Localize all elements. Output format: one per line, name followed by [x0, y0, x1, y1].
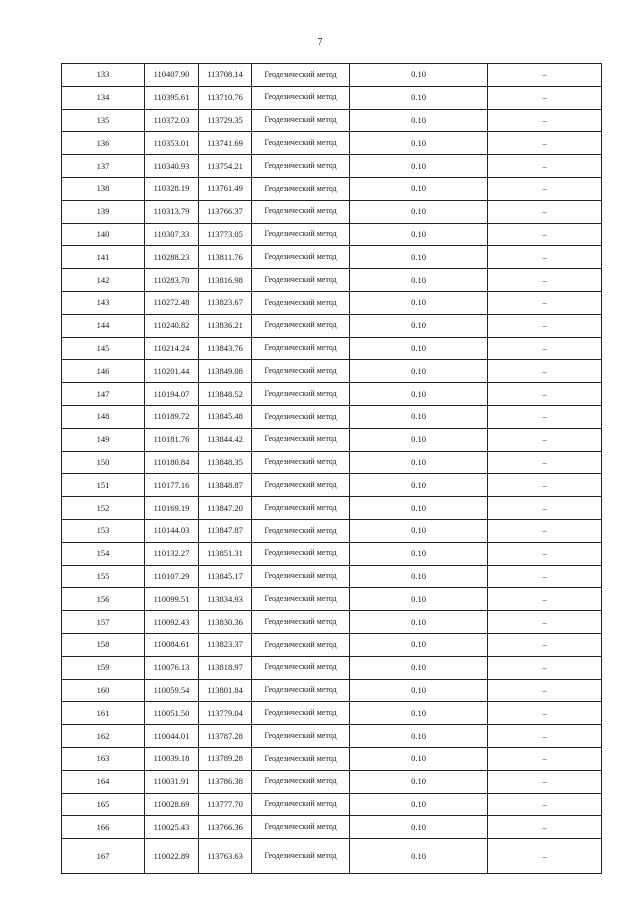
- table-row: [62, 702, 602, 725]
- method-cell: Геодезический метод: [252, 747, 350, 770]
- table-row: [62, 519, 602, 542]
- coord-y-cell: 113789.28: [199, 747, 252, 770]
- note-cell: –: [488, 565, 602, 588]
- method-cell: Геодезический метод: [252, 770, 350, 793]
- point-number-cell: 164: [62, 770, 145, 793]
- coord-y-cell: 113836.21: [199, 314, 252, 337]
- note-cell: –: [488, 132, 602, 155]
- accuracy-cell: 0.10: [350, 64, 488, 87]
- point-number-cell: 144: [62, 314, 145, 337]
- method-cell: Геодезический метод: [252, 656, 350, 679]
- accuracy-cell: 0.10: [350, 474, 488, 497]
- table-row: [62, 360, 602, 383]
- accuracy-cell: 0.10: [350, 405, 488, 428]
- note-cell: –: [488, 405, 602, 428]
- coord-x-cell: 110059.54: [145, 679, 199, 702]
- method-cell: Геодезический метод: [252, 64, 350, 87]
- accuracy-cell: 0.10: [350, 816, 488, 839]
- table-row: [62, 747, 602, 770]
- coord-y-cell: 113811.76: [199, 246, 252, 269]
- coord-y-cell: 113729.35: [199, 109, 252, 132]
- accuracy-cell: 0.10: [350, 656, 488, 679]
- table-row: [62, 269, 602, 292]
- table-row: [62, 611, 602, 634]
- accuracy-cell: 0.10: [350, 702, 488, 725]
- point-number-cell: 150: [62, 451, 145, 474]
- coord-y-cell: 113708.14: [199, 64, 252, 87]
- note-cell: –: [488, 246, 602, 269]
- method-cell: Геодезический метод: [252, 428, 350, 451]
- note-cell: –: [488, 611, 602, 634]
- coord-x-cell: 110353.01: [145, 132, 199, 155]
- coord-x-cell: 110328.19: [145, 177, 199, 200]
- point-number-cell: 165: [62, 793, 145, 816]
- table-row: [62, 497, 602, 520]
- accuracy-cell: 0.10: [350, 177, 488, 200]
- coord-x-cell: 110076.13: [145, 656, 199, 679]
- accuracy-cell: 0.10: [350, 451, 488, 474]
- point-number-cell: 139: [62, 200, 145, 223]
- coord-y-cell: 113845.48: [199, 405, 252, 428]
- point-number-cell: 145: [62, 337, 145, 360]
- point-number-cell: 136: [62, 132, 145, 155]
- accuracy-cell: 0.10: [350, 519, 488, 542]
- method-cell: Геодезический метод: [252, 177, 350, 200]
- coord-x-cell: 110022.89: [145, 839, 199, 874]
- table-row: [62, 816, 602, 839]
- table-row: [62, 155, 602, 178]
- accuracy-cell: 0.10: [350, 132, 488, 155]
- method-cell: Геодезический метод: [252, 132, 350, 155]
- table-row: [62, 428, 602, 451]
- note-cell: –: [488, 64, 602, 87]
- coord-x-cell: 110099.51: [145, 588, 199, 611]
- note-cell: –: [488, 155, 602, 178]
- point-number-cell: 149: [62, 428, 145, 451]
- table-row: [62, 200, 602, 223]
- coord-x-cell: 110340.93: [145, 155, 199, 178]
- method-cell: Геодезический метод: [252, 86, 350, 109]
- method-cell: Геодезический метод: [252, 497, 350, 520]
- coord-x-cell: 110372.03: [145, 109, 199, 132]
- table-row: [62, 64, 602, 87]
- point-number-cell: 146: [62, 360, 145, 383]
- accuracy-cell: 0.10: [350, 497, 488, 520]
- table-row: [62, 451, 602, 474]
- accuracy-cell: 0.10: [350, 428, 488, 451]
- accuracy-cell: 0.10: [350, 588, 488, 611]
- note-cell: –: [488, 588, 602, 611]
- table-row: [62, 793, 602, 816]
- note-cell: –: [488, 633, 602, 656]
- coord-y-cell: 113777.70: [199, 793, 252, 816]
- coord-y-cell: 113848.52: [199, 383, 252, 406]
- table-row: [62, 132, 602, 155]
- note-cell: –: [488, 451, 602, 474]
- coord-x-cell: 110307.33: [145, 223, 199, 246]
- method-cell: Геодезический метод: [252, 679, 350, 702]
- point-number-cell: 138: [62, 177, 145, 200]
- coord-x-cell: 110084.61: [145, 633, 199, 656]
- page-number: 7: [317, 37, 323, 48]
- coord-x-cell: 110039.18: [145, 747, 199, 770]
- table-row: [62, 223, 602, 246]
- point-number-cell: 135: [62, 109, 145, 132]
- coord-y-cell: 113851.31: [199, 542, 252, 565]
- method-cell: Геодезический метод: [252, 542, 350, 565]
- table-row: [62, 656, 602, 679]
- coord-x-cell: 110025.43: [145, 816, 199, 839]
- point-number-cell: 134: [62, 86, 145, 109]
- method-cell: Геодезический метод: [252, 816, 350, 839]
- coord-x-cell: 110240.82: [145, 314, 199, 337]
- coord-x-cell: 110051.50: [145, 702, 199, 725]
- coord-x-cell: 110194.07: [145, 383, 199, 406]
- point-number-cell: 156: [62, 588, 145, 611]
- table-row: [62, 679, 602, 702]
- note-cell: –: [488, 839, 602, 874]
- method-cell: Геодезический метод: [252, 519, 350, 542]
- note-cell: –: [488, 86, 602, 109]
- coord-x-cell: 110201.44: [145, 360, 199, 383]
- coord-y-cell: 113801.84: [199, 679, 252, 702]
- method-cell: Геодезический метод: [252, 588, 350, 611]
- accuracy-cell: 0.10: [350, 314, 488, 337]
- note-cell: –: [488, 383, 602, 406]
- accuracy-cell: 0.10: [350, 269, 488, 292]
- point-number-cell: 141: [62, 246, 145, 269]
- method-cell: Геодезический метод: [252, 269, 350, 292]
- point-number-cell: 148: [62, 405, 145, 428]
- coord-y-cell: 113818.97: [199, 656, 252, 679]
- coord-y-cell: 113766.37: [199, 200, 252, 223]
- accuracy-cell: 0.10: [350, 725, 488, 748]
- point-number-cell: 142: [62, 269, 145, 292]
- note-cell: –: [488, 816, 602, 839]
- note-cell: –: [488, 725, 602, 748]
- coord-y-cell: 113823.37: [199, 633, 252, 656]
- note-cell: –: [488, 679, 602, 702]
- point-number-cell: 137: [62, 155, 145, 178]
- coord-x-cell: 110181.76: [145, 428, 199, 451]
- coord-x-cell: 110180.84: [145, 451, 199, 474]
- note-cell: –: [488, 269, 602, 292]
- coord-y-cell: 113845.17: [199, 565, 252, 588]
- accuracy-cell: 0.10: [350, 337, 488, 360]
- coord-x-cell: 110044.01: [145, 725, 199, 748]
- note-cell: –: [488, 337, 602, 360]
- table-row: [62, 474, 602, 497]
- note-cell: –: [488, 474, 602, 497]
- coord-x-cell: 110144.03: [145, 519, 199, 542]
- point-number-cell: 161: [62, 702, 145, 725]
- method-cell: Геодезический метод: [252, 155, 350, 178]
- point-number-cell: 155: [62, 565, 145, 588]
- accuracy-cell: 0.10: [350, 611, 488, 634]
- table-row: [62, 839, 602, 874]
- coord-y-cell: 113761.49: [199, 177, 252, 200]
- accuracy-cell: 0.10: [350, 679, 488, 702]
- point-number-cell: 160: [62, 679, 145, 702]
- note-cell: –: [488, 656, 602, 679]
- table-row: [62, 337, 602, 360]
- method-cell: Геодезический метод: [252, 383, 350, 406]
- coord-y-cell: 113766.36: [199, 816, 252, 839]
- coord-y-cell: 113823.67: [199, 291, 252, 314]
- accuracy-cell: 0.10: [350, 360, 488, 383]
- coord-x-cell: 110092.43: [145, 611, 199, 634]
- coord-x-cell: 110288.23: [145, 246, 199, 269]
- table-row: [62, 246, 602, 269]
- method-cell: Геодезический метод: [252, 725, 350, 748]
- table-row: [62, 86, 602, 109]
- method-cell: Геодезический метод: [252, 839, 350, 874]
- point-number-cell: 166: [62, 816, 145, 839]
- coord-y-cell: 113843.76: [199, 337, 252, 360]
- point-number-cell: 157: [62, 611, 145, 634]
- method-cell: Геодезический метод: [252, 611, 350, 634]
- method-cell: Геодезический метод: [252, 565, 350, 588]
- table-row: [62, 177, 602, 200]
- coord-y-cell: 113786.38: [199, 770, 252, 793]
- coord-y-cell: 113763.63: [199, 839, 252, 874]
- coord-y-cell: 113754.21: [199, 155, 252, 178]
- point-number-cell: 152: [62, 497, 145, 520]
- coord-x-cell: 110107.29: [145, 565, 199, 588]
- coord-x-cell: 110031.91: [145, 770, 199, 793]
- accuracy-cell: 0.10: [350, 246, 488, 269]
- coord-x-cell: 110028.69: [145, 793, 199, 816]
- accuracy-cell: 0.10: [350, 109, 488, 132]
- method-cell: Геодезический метод: [252, 314, 350, 337]
- method-cell: Геодезический метод: [252, 633, 350, 656]
- coord-y-cell: 113849.08: [199, 360, 252, 383]
- note-cell: –: [488, 519, 602, 542]
- accuracy-cell: 0.10: [350, 542, 488, 565]
- accuracy-cell: 0.10: [350, 565, 488, 588]
- point-number-cell: 158: [62, 633, 145, 656]
- note-cell: –: [488, 542, 602, 565]
- method-cell: Геодезический метод: [252, 451, 350, 474]
- coord-x-cell: 110132.27: [145, 542, 199, 565]
- note-cell: –: [488, 223, 602, 246]
- coord-y-cell: 113773.05: [199, 223, 252, 246]
- coord-x-cell: 110407.90: [145, 64, 199, 87]
- table-row: [62, 542, 602, 565]
- table-row: [62, 109, 602, 132]
- accuracy-cell: 0.10: [350, 383, 488, 406]
- method-cell: Геодезический метод: [252, 200, 350, 223]
- table-row: [62, 725, 602, 748]
- table-row: [62, 291, 602, 314]
- coord-y-cell: 113834.93: [199, 588, 252, 611]
- coordinates-table: [61, 63, 602, 874]
- coord-y-cell: 113710.76: [199, 86, 252, 109]
- coord-x-cell: 110169.19: [145, 497, 199, 520]
- method-cell: Геодезический метод: [252, 291, 350, 314]
- coord-x-cell: 110272.48: [145, 291, 199, 314]
- coord-y-cell: 113848.87: [199, 474, 252, 497]
- accuracy-cell: 0.10: [350, 793, 488, 816]
- coord-x-cell: 110214.24: [145, 337, 199, 360]
- method-cell: Геодезический метод: [252, 793, 350, 816]
- note-cell: –: [488, 497, 602, 520]
- coord-y-cell: 113847.20: [199, 497, 252, 520]
- table-row: [62, 588, 602, 611]
- note-cell: –: [488, 200, 602, 223]
- point-number-cell: 162: [62, 725, 145, 748]
- accuracy-cell: 0.10: [350, 291, 488, 314]
- coord-x-cell: 110313.79: [145, 200, 199, 223]
- point-number-cell: 154: [62, 542, 145, 565]
- point-number-cell: 143: [62, 291, 145, 314]
- note-cell: –: [488, 702, 602, 725]
- coord-y-cell: 113848.35: [199, 451, 252, 474]
- coord-x-cell: 110395.61: [145, 86, 199, 109]
- accuracy-cell: 0.10: [350, 223, 488, 246]
- method-cell: Геодезический метод: [252, 337, 350, 360]
- method-cell: Геодезический метод: [252, 360, 350, 383]
- point-number-cell: 153: [62, 519, 145, 542]
- coord-y-cell: 113787.28: [199, 725, 252, 748]
- point-number-cell: 159: [62, 656, 145, 679]
- accuracy-cell: 0.10: [350, 200, 488, 223]
- accuracy-cell: 0.10: [350, 86, 488, 109]
- coord-y-cell: 113847.87: [199, 519, 252, 542]
- table-row: [62, 405, 602, 428]
- coord-y-cell: 113779.04: [199, 702, 252, 725]
- table-row: [62, 770, 602, 793]
- method-cell: Геодезический метод: [252, 702, 350, 725]
- table-row: [62, 314, 602, 337]
- note-cell: –: [488, 360, 602, 383]
- coord-x-cell: 110189.72: [145, 405, 199, 428]
- note-cell: –: [488, 770, 602, 793]
- table-row: [62, 633, 602, 656]
- accuracy-cell: 0.10: [350, 155, 488, 178]
- accuracy-cell: 0.10: [350, 633, 488, 656]
- note-cell: –: [488, 428, 602, 451]
- method-cell: Геодезический метод: [252, 246, 350, 269]
- note-cell: –: [488, 314, 602, 337]
- table-body: [62, 64, 602, 874]
- coord-x-cell: 110177.16: [145, 474, 199, 497]
- point-number-cell: 163: [62, 747, 145, 770]
- note-cell: –: [488, 291, 602, 314]
- method-cell: Геодезический метод: [252, 223, 350, 246]
- point-number-cell: 167: [62, 839, 145, 874]
- note-cell: –: [488, 793, 602, 816]
- note-cell: –: [488, 177, 602, 200]
- method-cell: Геодезический метод: [252, 109, 350, 132]
- note-cell: –: [488, 109, 602, 132]
- coord-y-cell: 113741.69: [199, 132, 252, 155]
- accuracy-cell: 0.10: [350, 839, 488, 874]
- point-number-cell: 151: [62, 474, 145, 497]
- method-cell: Геодезический метод: [252, 405, 350, 428]
- accuracy-cell: 0.10: [350, 770, 488, 793]
- point-number-cell: 147: [62, 383, 145, 406]
- method-cell: Геодезический метод: [252, 474, 350, 497]
- point-number-cell: 140: [62, 223, 145, 246]
- table-row: [62, 565, 602, 588]
- accuracy-cell: 0.10: [350, 747, 488, 770]
- coord-y-cell: 113816.98: [199, 269, 252, 292]
- coord-y-cell: 113830.36: [199, 611, 252, 634]
- coord-y-cell: 113844.42: [199, 428, 252, 451]
- point-number-cell: 133: [62, 64, 145, 87]
- note-cell: –: [488, 747, 602, 770]
- coord-x-cell: 110283.70: [145, 269, 199, 292]
- table-row: [62, 383, 602, 406]
